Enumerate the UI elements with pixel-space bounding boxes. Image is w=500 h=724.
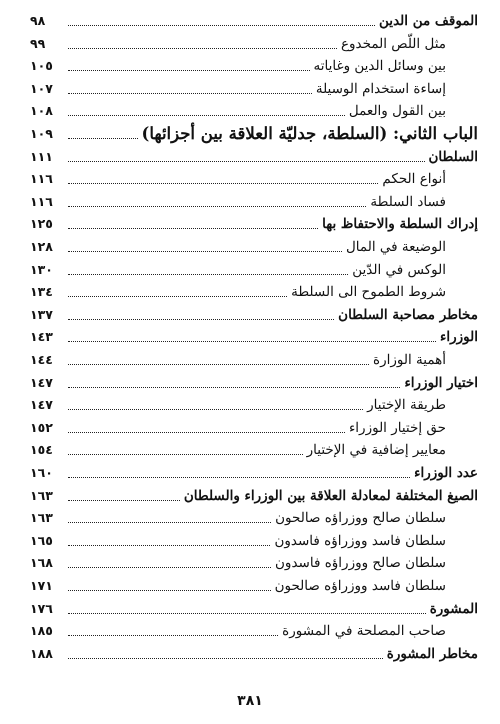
toc-entry: [30, 600, 478, 618]
toc-subentry: [30, 532, 446, 550]
entry-page-number: ١١٦: [30, 193, 53, 209]
dot-leader: [68, 658, 383, 659]
entry-page-number: ١٤٣: [30, 329, 53, 345]
entry-page-number: ١٠٧: [30, 80, 53, 96]
entry-title: صاحب المصلحة في المشورة: [282, 623, 446, 640]
toc-subentry: [30, 351, 446, 369]
entry-page-number: ١٨٥: [30, 623, 53, 639]
entry-page-number: ١٥٢: [30, 419, 53, 435]
toc-subentry: [30, 509, 446, 527]
toc-subentry: [30, 80, 446, 98]
dot-leader: [68, 70, 310, 71]
dot-leader: [68, 590, 271, 591]
toc-entry: [30, 645, 478, 663]
dot-leader: [68, 500, 180, 501]
entry-title: طريقة الإختيار: [367, 397, 446, 414]
toc-entry: [30, 215, 478, 233]
entry-page-number: ١٣٤: [30, 284, 53, 300]
entry-title: الصيغ المختلفة لمعادلة العلاقة بين الوزراء والسلطان: [183, 487, 478, 504]
entry-page-number: ١٨٨: [30, 645, 53, 661]
entry-title: شروط الطموح الى السلطة: [291, 284, 446, 301]
toc-subentry: [30, 193, 446, 211]
toc-entry: [30, 464, 478, 482]
toc-subentry: [30, 238, 446, 256]
entry-page-number: ٩٨: [30, 13, 46, 28]
entry-title: عدد الوزراء: [414, 465, 478, 481]
entry-title: بين وسائل الدين وغاياته: [313, 58, 446, 75]
entry-title: مثل اللّص المخدوع: [340, 35, 446, 52]
toc-entry: [30, 306, 478, 324]
dot-leader: [68, 228, 318, 229]
dot-leader: [68, 545, 270, 546]
toc-entry: [30, 487, 478, 505]
toc-subentry: [30, 35, 446, 53]
entry-page-number: ١٦٣: [30, 487, 53, 503]
toc-entry: [30, 374, 478, 392]
page-number: ٣٨١: [237, 693, 263, 709]
entry-page-number: ١٢٥: [30, 216, 53, 232]
toc-subentry: [30, 419, 446, 437]
entry-title: السلطان: [428, 148, 478, 165]
entry-title: بين القول والعمل: [348, 103, 446, 120]
dot-leader: [68, 183, 378, 184]
dot-leader: [68, 522, 271, 523]
dot-leader: [68, 161, 425, 162]
toc-subentry: [30, 170, 446, 188]
entry-page-number: ١٧٦: [30, 600, 53, 616]
entry-title: مخاطر المشورة: [386, 645, 478, 662]
toc-entry: [30, 148, 478, 166]
dot-leader: [68, 25, 375, 26]
toc-subentry: [30, 57, 446, 75]
entry-page-number: ١١١: [30, 148, 53, 164]
dot-leader: [68, 93, 312, 94]
entry-title: حق إختيار الوزراء: [348, 419, 446, 436]
entry-page-number: ١٣٧: [30, 306, 53, 322]
dot-leader: [68, 364, 369, 365]
toc-subentry: [30, 441, 446, 459]
dot-leader: [68, 115, 345, 116]
entry-title: الموقف من الدين: [379, 13, 478, 29]
entry-title: أنواع الحكم: [382, 171, 446, 188]
entry-page-number: ١٧١: [30, 578, 53, 593]
dot-leader: [68, 567, 271, 568]
entry-page-number: ١١٦: [30, 171, 53, 187]
dot-leader: [68, 251, 342, 252]
toc-entry: [30, 328, 478, 346]
entry-title: سلطان صالح ووزراؤه صالحون: [275, 510, 446, 527]
dot-leader: [68, 48, 337, 49]
entry-page-number: ١٥٤: [30, 442, 53, 458]
entry-title: سلطان فاسد ووزراؤه صالحون: [274, 578, 446, 594]
entry-title: إدراك السلطة والاحتفاظ بها: [322, 216, 478, 233]
entry-page-number: ١٤٧: [30, 374, 53, 390]
entry-page-number: ١٦٣: [30, 510, 53, 526]
entry-title: سلطان صالح ووزراؤه فاسدون: [275, 555, 446, 572]
dot-leader: [68, 341, 436, 342]
toc-subentry: [30, 283, 446, 301]
dot-leader: [68, 432, 345, 433]
dot-leader: [68, 635, 278, 636]
toc-subentry: [30, 577, 446, 595]
entry-title: الوزراء: [440, 329, 478, 346]
entry-page-number: ١٣٠: [30, 261, 53, 277]
entry-page-number: ١٠٩: [30, 126, 53, 141]
entry-title: أهمية الوزارة: [373, 352, 446, 368]
entry-title: الباب الثاني: (السلطة، جدليّة العلاقة بين أجزائها): [141, 124, 478, 143]
toc-subentry: [30, 102, 446, 120]
dot-leader: [68, 613, 426, 614]
dot-leader: [68, 319, 334, 320]
entry-page-number: ١٦٥: [30, 532, 53, 548]
toc-entry: [30, 125, 478, 143]
entry-page-number: ١٤٧: [30, 397, 53, 413]
entry-page-number: ٩٩: [30, 35, 46, 51]
toc-subentry: [30, 554, 446, 572]
dot-leader: [68, 454, 303, 455]
entry-title: الوضيعة في المال: [345, 239, 446, 255]
dot-leader: [68, 138, 138, 139]
entry-page-number: ١٦٨: [30, 555, 53, 571]
dot-leader: [68, 296, 287, 297]
entry-title: مخاطر مصاحبة السلطان: [338, 306, 478, 323]
toc-subentry: [30, 261, 446, 279]
entry-title: اختيار الوزراء: [404, 374, 478, 391]
entry-title: إساءة استخدام الوسيلة: [315, 80, 446, 97]
entry-page-number: ١٢٨: [30, 239, 53, 254]
dot-leader: [68, 409, 363, 410]
entry-title: المشورة: [429, 600, 478, 617]
toc-entry: [30, 12, 478, 30]
entry-title: فساد السلطة: [370, 193, 446, 210]
entry-page-number: ١٤٤: [30, 352, 53, 367]
dot-leader: [68, 274, 348, 275]
entry-page-number: ١٠٥: [30, 58, 53, 74]
entry-title: سلطان فاسد ووزراؤه فاسدون: [274, 532, 446, 549]
dot-leader: [68, 206, 366, 207]
entry-title: الوكس في الدّين: [352, 261, 446, 278]
entry-page-number: ١٦٠: [30, 465, 53, 480]
dot-leader: [68, 477, 410, 478]
dot-leader: [68, 387, 400, 388]
entry-page-number: ١٠٨: [30, 103, 53, 119]
toc-subentry: [30, 622, 446, 640]
entry-title: معايير إضافية في الإختيار: [306, 442, 446, 459]
toc-subentry: [30, 396, 446, 414]
